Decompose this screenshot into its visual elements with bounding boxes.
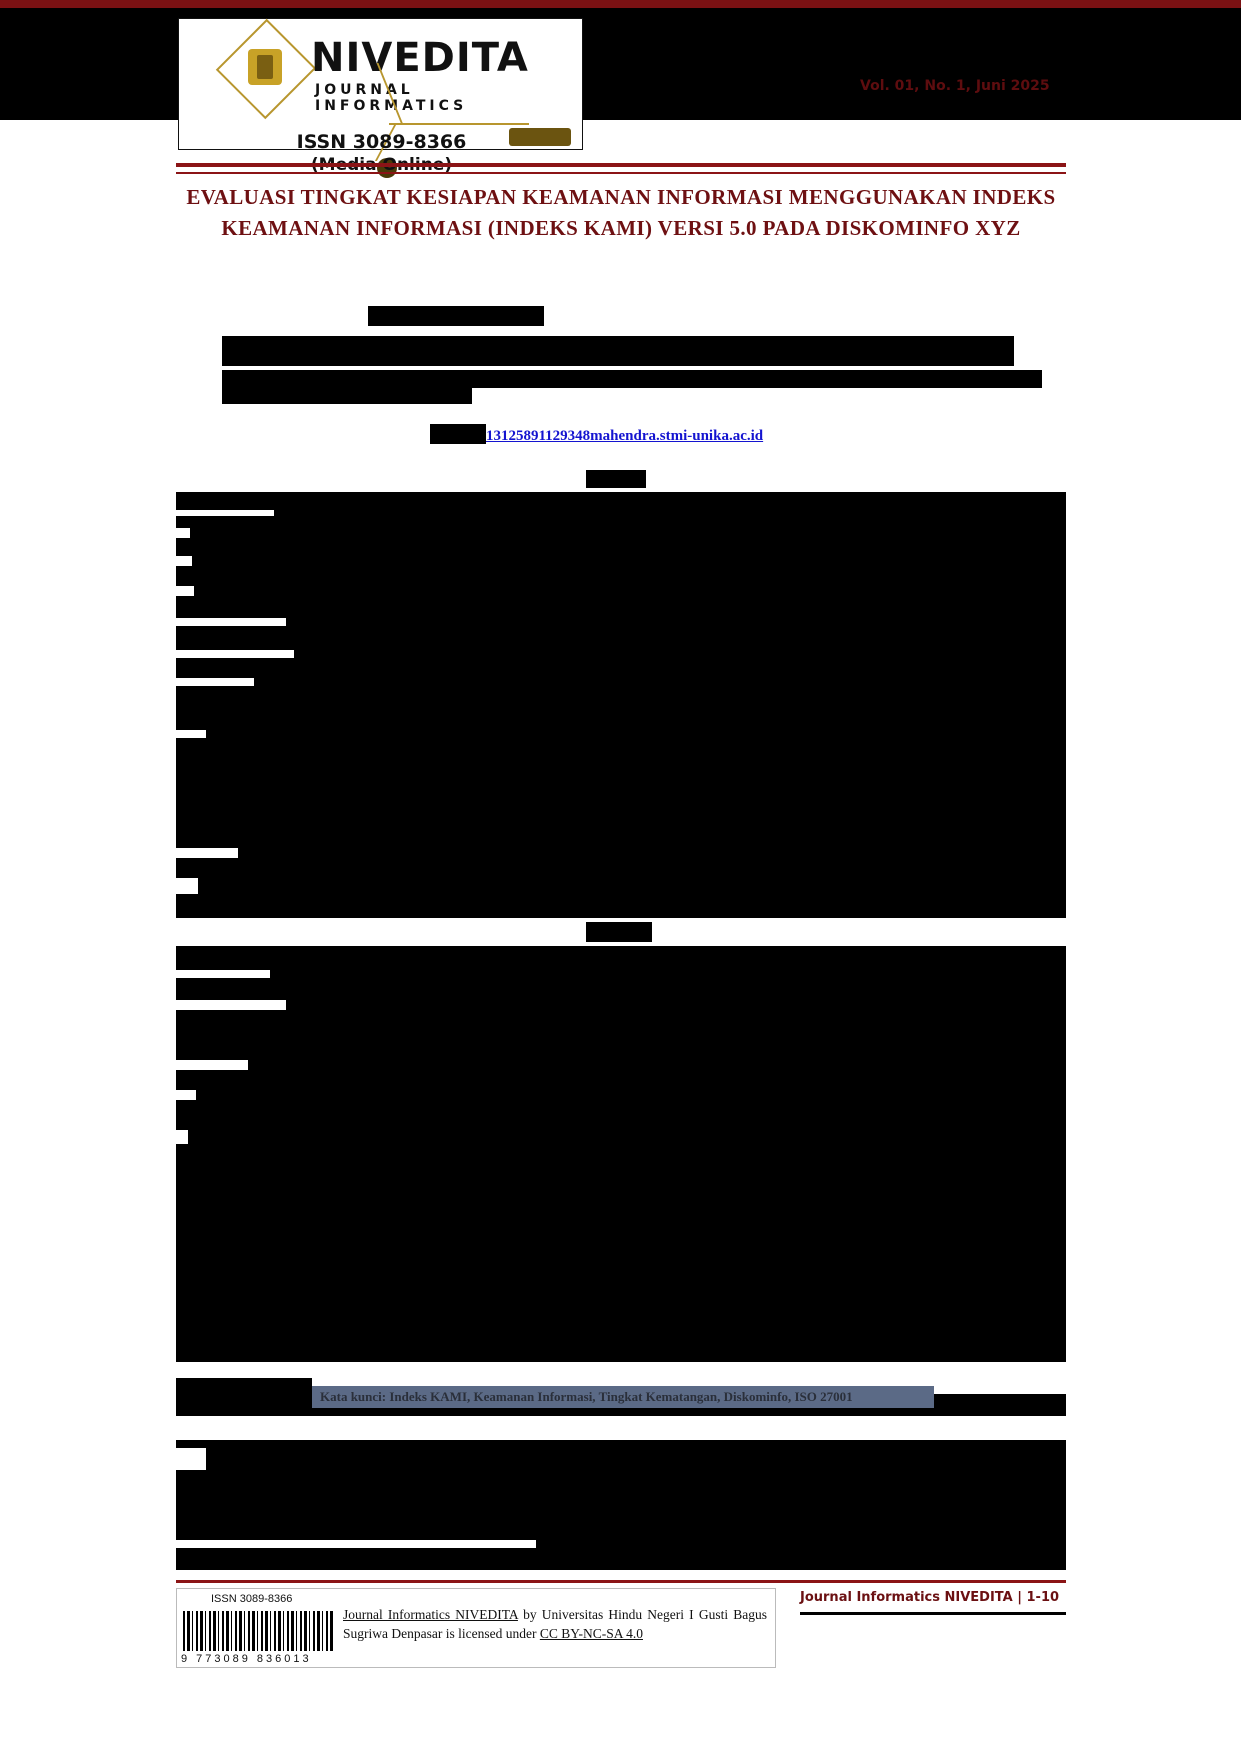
footer-red-rule [176,1580,1066,1583]
abstract-en-right-gap-4 [1066,1148,1190,1154]
author-line-block [368,306,544,326]
abstract-id-line-gap-7 [176,678,254,686]
abstract-en-gap-3 [176,1060,248,1070]
barcode-issn-label: ISSN 3089-8366 [211,1593,293,1605]
abstract-id-line-gap-8 [176,730,206,738]
abstract-id-line-gap-1 [176,510,274,516]
abstract-en-gap-5 [176,1130,188,1144]
title-rule-thin [176,172,1066,174]
license-statement [343,1605,767,1643]
abstract-id-line-gap-9 [176,848,238,858]
abstract-en-right-gap-3 [1066,1118,1190,1124]
abstract-id-line-gap-2 [176,528,190,538]
logo-graphic [193,27,568,114]
license-middle-text: by Universitas Hindu Negeri I Gusti Bagus Sugriwa Denpasar is licensed under [343,1607,767,1641]
volume-issue-label: Vol. 01, No. 1, Juni 2025 [860,78,1050,94]
keywords-text: Kata kunci: Indeks KAMI, Keamanan Informasi, Tingkat Kematangan, Diskominfo, ISO 27001 [320,1389,853,1404]
keywords-left-block [176,1378,312,1394]
logo-line-bottom [389,123,529,125]
abstract-id-right-gap-8 [1066,744,1190,750]
abstract-id-line-gap-10 [176,878,198,894]
intro-gap-1 [176,1448,206,1470]
author-names-block [222,336,1014,366]
introduction-panel [176,1440,1066,1570]
abstract-en-right-gap-8 [1066,1296,1190,1302]
header-red-rule [0,0,1241,8]
abstract-heading-block [586,470,646,488]
logo-wordmark: NIVEDITA [311,35,529,81]
abstract-en-panel [176,946,1066,1362]
abstract-en-right-gap-6 [1066,1206,1190,1212]
footer-page-label: Journal Informatics NIVEDITA | 1-10 [800,1590,1060,1605]
affiliation-block-2 [572,370,1042,388]
abstract-en-gap-2 [176,1000,286,1010]
abstract-en-right-gap-2 [1066,1090,1190,1096]
page-title: EVALUASI TINGKAT KESIAPAN KEAMANAN INFORMASI MENGGUNAKAN INDEKS KEAMANAN INFORMASI (INDEKS KAMI) VERSI 5.0 PADA DISKOMINFO XYZ [186,185,1056,240]
abstract-id-line-gap-6 [176,650,294,658]
abstract-en-right-gap-1 [1066,962,1190,968]
abstract-id-line-gap-5 [176,618,286,626]
abstract-en-heading-block [586,922,652,942]
seal-icon [248,49,282,85]
abstract-en-right-gap-5 [1066,1176,1190,1182]
footer-underline [800,1612,1066,1615]
logo-subtitle: JOURNAL INFORMATICS [315,82,468,114]
abstract-id-right-gap-11 [1066,836,1190,842]
keywords-highlight [312,1386,934,1408]
journal-logo [178,18,583,153]
abstract-id-right-gap-6 [1066,682,1190,688]
abstract-id-right-gap-7 [1066,714,1190,720]
email-prefix-block [430,424,486,444]
abstract-id-right-gap-3 [1066,588,1190,594]
abstract-id-right-gap-4 [1066,618,1190,624]
barcode-icon [183,1611,333,1651]
abstract-id-right-gap-1 [1066,530,1190,536]
abstract-id-right-gap-5 [1066,650,1190,656]
journal-link[interactable]: Journal Informatics NIVEDITA [343,1607,518,1622]
license-box [176,1588,776,1668]
abstract-id-line-gap-4 [176,586,194,596]
issn-text: ISSN 3089-8366 [296,131,467,153]
author-email-link[interactable]: 13125891129348mahendra.stmi-unika.ac.id [486,428,764,444]
abstract-id-panel [176,492,1066,918]
abstract-en-gap-4 [176,1090,196,1100]
affiliation-block-3 [222,388,472,404]
abstract-id-line-gap-3 [176,556,192,566]
title-rule-top [176,163,1066,167]
intro-gap-2 [176,1540,536,1548]
abstract-id-right-gap-9 [1066,776,1190,782]
abstract-en-gap-1 [176,970,270,978]
cc-license-link[interactable]: CC BY-NC-SA 4.0 [539,1626,643,1641]
abstract-id-right-gap-2 [1066,556,1190,562]
abstract-id-right-gap-10 [1066,806,1190,812]
barcode-numbers: 9 773089 836013 [181,1653,312,1665]
abstract-en-right-gap-7 [1066,1268,1190,1274]
